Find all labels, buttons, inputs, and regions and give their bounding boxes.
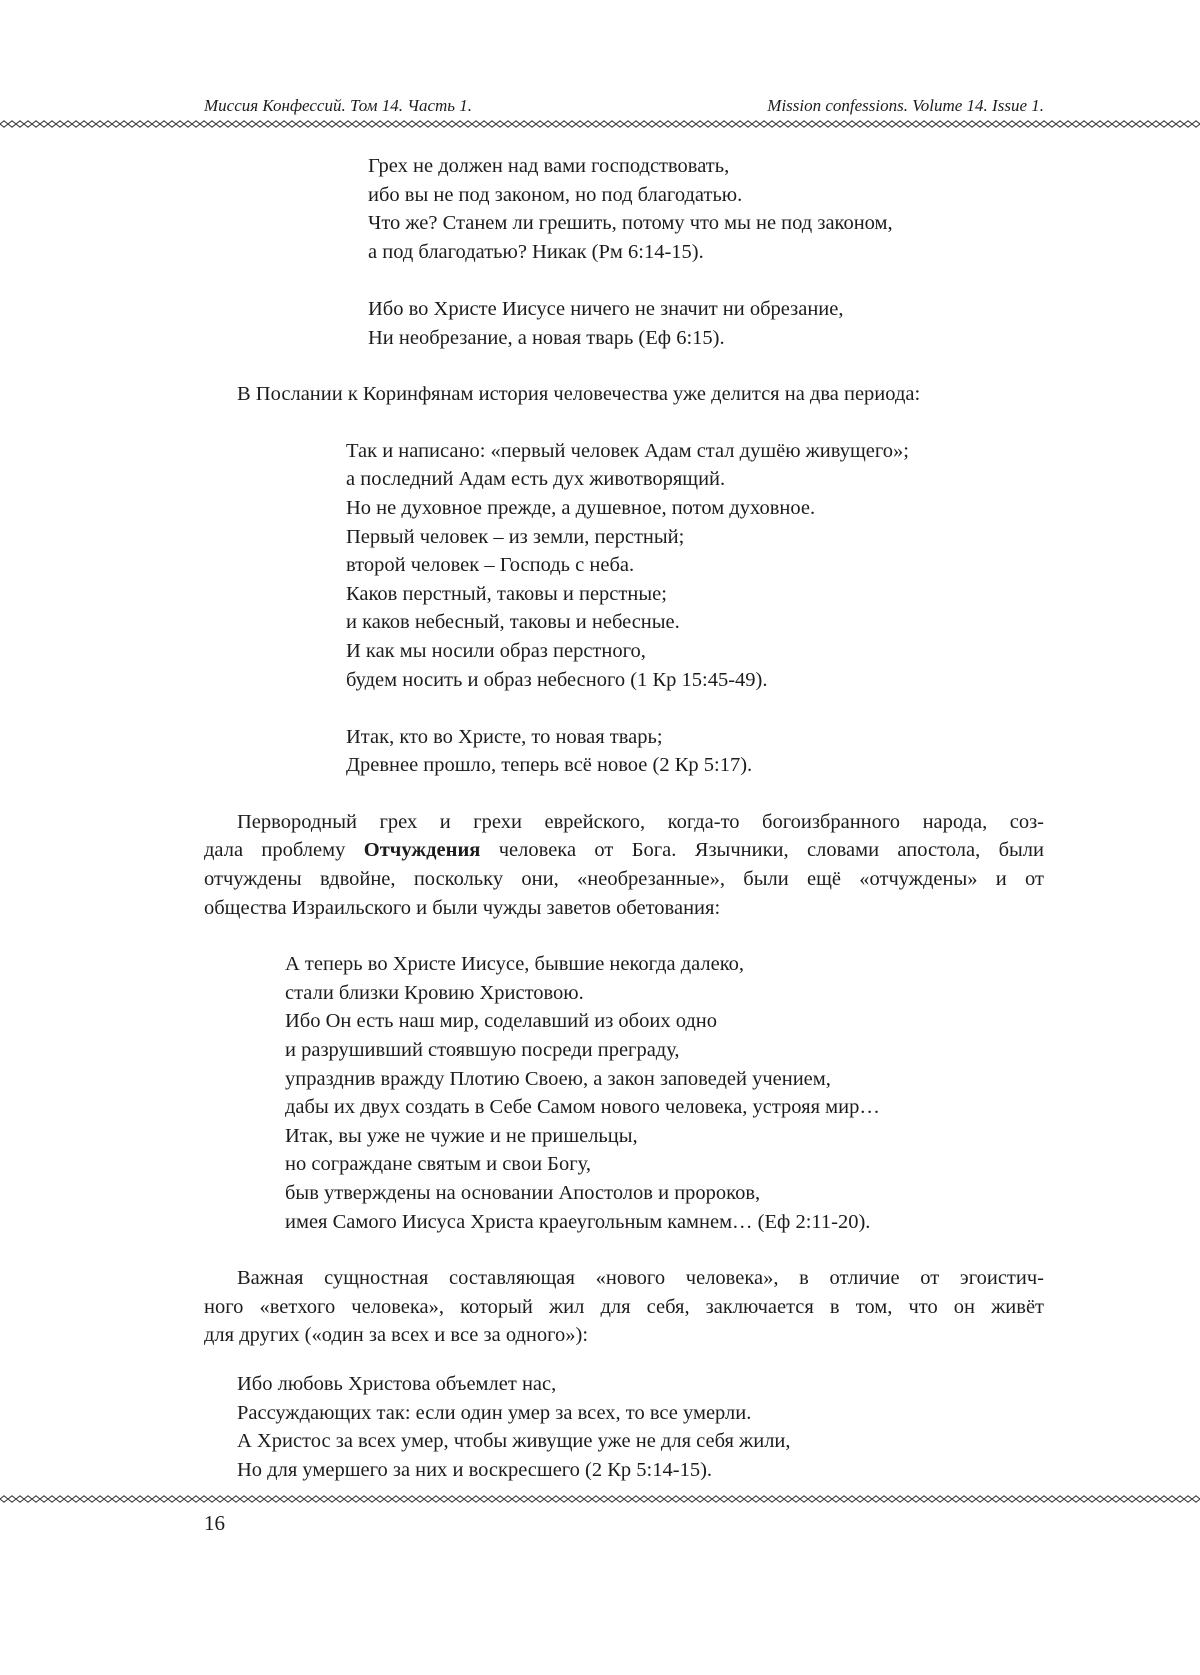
verse-line: а под благодатью? Никак (Рм 6:14-15). <box>368 240 704 263</box>
quote-1-corinthians-15 <box>204 437 1044 694</box>
verse-line: Ни необрезание, а новая тварь (Еф 6:15). <box>368 326 725 349</box>
paragraph-corinthians: В Послании к Коринфянам история человечества уже делится на два периода: <box>237 383 921 406</box>
verse-line: второй человек – Господь с неба. <box>346 554 635 577</box>
paragraph-line: для других («один за всех и все за одного»): <box>204 1324 589 1347</box>
paragraph-line: Важная сущностная составляющая «нового человека», в отличие от эгоистич- <box>237 1267 1044 1290</box>
verse-line: Итак, кто во Христе, то новая тварь; <box>346 725 663 748</box>
verse-line: Грех не должен над вами господствовать, <box>368 155 730 177</box>
verse-line: но сограждане святым и свои Богу, <box>285 1153 591 1176</box>
bottom-ornamental-border <box>0 1495 1200 1503</box>
verse-line: Ибо Он есть наш мир, соделавший из обоих одно <box>285 1010 718 1033</box>
quote-ephesians-6-15 <box>204 295 1044 352</box>
verse-line: Что же? Станем ли грешить, потому что мы не под законом, <box>368 212 893 235</box>
bold-term-alienation: Отчуждения <box>363 839 481 862</box>
running-header-right: Mission confessions. Volume 14. Issue 1. <box>767 96 1044 115</box>
paragraph-text: дала проблему <box>204 839 364 862</box>
verse-line: Ибо любовь Христова объемлет нас, <box>237 1372 557 1395</box>
top-ornamental-border <box>0 120 1200 128</box>
running-header-left: Миссия Конфессий. Том 14. Часть 1. <box>204 96 473 115</box>
paragraph-text: человека от Бога. Язычники, словами апостола, были <box>480 839 1044 862</box>
verse-line: будем носить и образ небесного (1 Кр 15:45-49). <box>346 668 768 691</box>
paragraph-alienation <box>204 808 1044 922</box>
verse-line: А теперь во Христе Иисусе, бывшие некогда далеко, <box>285 953 745 976</box>
verse-line: Так и написано: «первый человек Адам стал душёю живущего»; <box>346 439 909 462</box>
paragraph-line: Первородный грех и грехи еврейского, когда-то богоизбранного народа, соз- <box>237 810 1044 833</box>
quote-romans-6-14 <box>204 152 1044 266</box>
verse-line: быв утверждены на основании Апостолов и пророков, <box>285 1182 761 1204</box>
verse-line: Рассуждающих так: если один умер за всех, то все умерли. <box>237 1401 752 1424</box>
verse-line: А Христос за всех умер, чтобы живущие уже не для себя жили, <box>237 1430 791 1453</box>
verse-line: и каков небесный, таковы и небесные. <box>346 611 680 634</box>
verse-line: упразднив вражду Плотию Своею, а закон заповедей учением, <box>285 1067 831 1090</box>
page-number: 16 <box>204 1511 225 1535</box>
paragraph-line <box>204 836 1044 865</box>
quote-2-corinthians-5-17 <box>204 723 1044 780</box>
quote-ephesians-2-11 <box>204 950 1044 1236</box>
verse-line: ибо вы не под законом, но под благодатью. <box>368 183 743 206</box>
verse-line: Ибо во Христе Иисусе ничего не значит ни обрезание, <box>368 297 844 320</box>
verse-line: имея Самого Иисуса Христа краеугольным камнем… (Еф 2:11-20). <box>285 1210 871 1233</box>
verse-line: Древнее прошло, теперь всё новое (2 Кр 5:17). <box>346 754 753 777</box>
verse-line: Каков перстный, таковы и перстные; <box>346 582 667 605</box>
paragraph-new-man <box>204 1264 1044 1350</box>
verse-line: Но для умершего за них и воскресшего (2 Кр 5:14-15). <box>237 1458 713 1481</box>
verse-line: Итак, вы уже не чужие и не пришельцы, <box>285 1124 638 1147</box>
paragraph-line: ного «ветхого человека», который жил для себя, заключается в том, что он живёт <box>204 1295 1044 1318</box>
quote-2-corinthians-5-14 <box>204 1370 1044 1484</box>
page-body <box>204 152 1044 1484</box>
verse-line: И как мы носили образ перстного, <box>346 639 646 662</box>
paragraph-line: отчуждены вдвойне, поскольку они, «необрезанные», были ещё «отчуждены» и от <box>204 868 1044 891</box>
verse-line: стали близки Кровию Христовою. <box>285 981 584 1004</box>
verse-line: а последний Адам есть дух животворящий. <box>346 468 726 491</box>
verse-line: и разрушивший стоявшую посреди преграду, <box>285 1039 680 1062</box>
verse-line: Первый человек – из земли, перстный; <box>346 525 685 548</box>
verse-line: Но не духовное прежде, а душевное, потом духовное. <box>346 496 816 519</box>
paragraph-line: общества Израильского и были чужды заветов обетования: <box>204 896 721 919</box>
verse-line: дабы их двух создать в Себе Самом нового человека, устрояя мир… <box>285 1096 880 1119</box>
